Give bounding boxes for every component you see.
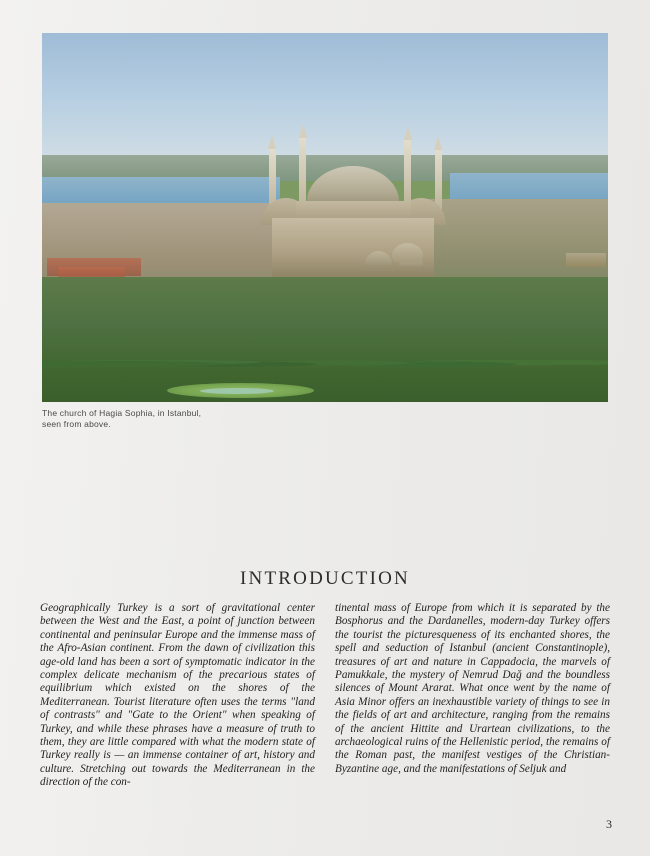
hagia-sophia-photo	[42, 33, 608, 402]
buildings-right-cluster	[566, 253, 606, 267]
treeline	[42, 352, 608, 370]
photo-block	[42, 33, 608, 402]
column-right-text: tinental mass of Europe from which it is separated by the Bosphorus and the Dardanelles, modern-day Turkey offers the tourist the picturesqueness of its enchanted shores, the spell and seduction of Istanbul (ancient Constantinople), treasures of art and nature in Cappadocia, the marvels of Pamukkale, the mystery of Nemrud Dağ and the boundless silences of Mount Ararat. What once went by the name of Asia Minor offers an inexhaustible variety of things to see in the fields of art and architecture, ranging from the remains of the ancient Hittite and Urartean civilizations, to the archaeological ruins of the Hellenistic period, the remains of the Roman past, the manifest vestiges of the Christian-Byzantine age, and the manifestations of Seljuk and	[335, 602, 610, 775]
column-left-text: Geographically Turkey is a sort of gravitational center between the West and the East, a point of junction between continental and peninsular Europe and the immense mass of the Afro-Asian continent. From the dawn of civilization this age-old land has been a sort of symptomatic indicator in the complex delicate mechanism of the precarious states of equilibrium which existed on the shores of the Mediterranean. Tourist literature often uses the terms "land of contrasts" and "Gate to the Orient" when speaking of Turkey, and while these phrases have a measure of truth to them, they are little compared with what the modern state of Turkey really is — an immense container of art, history and culture. Stretching out towards the Mediterranean in the direction of the con-	[40, 602, 315, 789]
column-right	[335, 602, 610, 790]
page-number: 3	[606, 817, 612, 831]
photo-caption-line-2: seen from above.	[42, 419, 111, 429]
column-left	[40, 602, 315, 790]
photo-caption-line-1: The church of Hagia Sophia, in Istanbul,	[42, 408, 202, 418]
annex-building	[392, 243, 423, 262]
photo-caption	[42, 408, 342, 430]
body-columns	[40, 602, 610, 790]
page-title: INTRODUCTION	[240, 568, 410, 589]
foreground-greenery	[42, 277, 608, 402]
hagia-sophia-building	[257, 158, 449, 291]
